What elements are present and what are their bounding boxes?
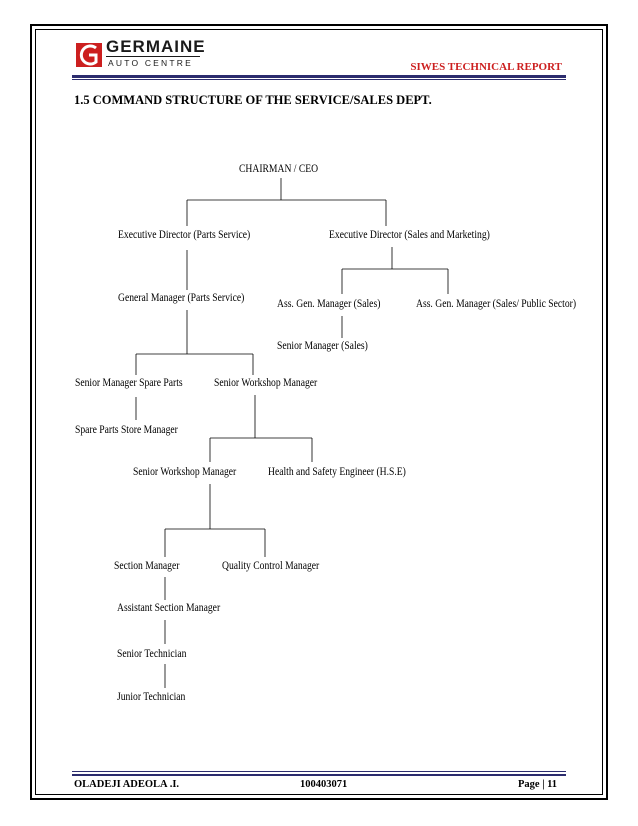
footer-author: OLADEJI ADEOLA .I.: [74, 779, 180, 790]
footer-page-number: Page | 11: [518, 779, 558, 790]
node-exec-sales: Executive Director (Sales and Marketing): [329, 229, 490, 241]
node-agm-public: Ass. Gen. Manager (Sales/ Public Sector): [416, 298, 577, 310]
section-title: 1.5 COMMAND STRUCTURE OF THE SERVICE/SALES DEPT.: [74, 93, 432, 107]
logo-name: GERMAINE: [106, 37, 206, 56]
logo-subtitle: AUTO CENTRE: [108, 58, 193, 68]
report-title: SIWES TECHNICAL REPORT: [410, 61, 562, 73]
node-senior-tech: Senior Technician: [117, 648, 187, 660]
node-senior-mgr-spare: Senior Manager Spare Parts: [75, 377, 183, 389]
node-asst-section: Assistant Section Manager: [117, 602, 221, 614]
node-spare-store: Spare Parts Store Manager: [75, 424, 178, 436]
node-hse: Health and Safety Engineer (H.S.E): [268, 466, 406, 478]
node-quality-mgr: Quality Control Manager: [222, 560, 320, 572]
footer-matric: 100403071: [300, 779, 348, 790]
node-senior-mgr-sales: Senior Manager (Sales): [277, 340, 368, 352]
node-gm-parts: General Manager (Parts Service): [118, 292, 245, 304]
footer-rule: [72, 774, 566, 776]
node-senior-workshop-2: Senior Workshop Manager: [133, 466, 237, 478]
node-section-mgr: Section Manager: [114, 560, 180, 572]
node-chairman: CHAIRMAN / CEO: [239, 163, 319, 175]
node-senior-workshop-1: Senior Workshop Manager: [214, 377, 318, 389]
node-exec-parts: Executive Director (Parts Service): [118, 229, 251, 241]
footer-rule-thin: [72, 771, 566, 772]
node-junior-tech: Junior Technician: [117, 691, 186, 703]
node-agm-sales: Ass. Gen. Manager (Sales): [277, 298, 381, 310]
